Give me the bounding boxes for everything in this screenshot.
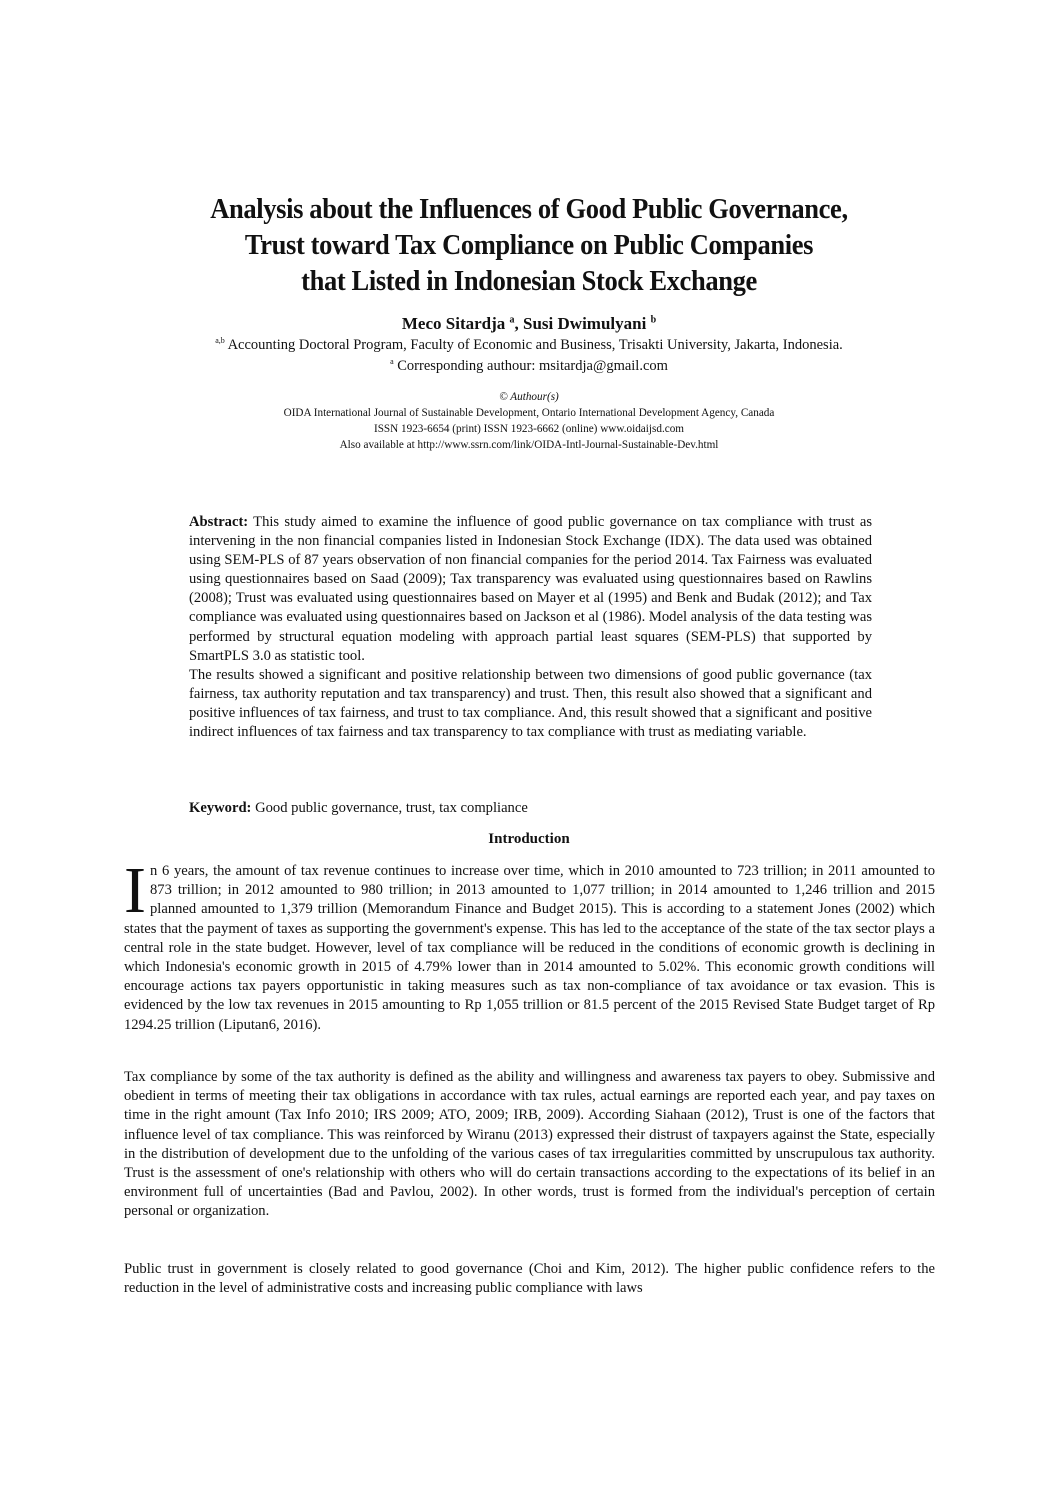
corresponding-mark: a <box>390 357 394 366</box>
title-line-3: that Listed in Indonesian Stock Exchange <box>301 266 757 297</box>
title-line-2: Trust toward Tax Compliance on Public Companies <box>244 230 814 261</box>
abstract-text-1: This study aimed to examine the influence of good public governance on tax compliance with trust as intervening in the non financial companies listed in Indonesian Stock Exchange (IDX). The data used was obtained using SEM-PLS of 87 years observation of non financial companies for the period 2014. Tax Fairness was evaluated using questionnaires based on Saad (2009); Tax transparency was evaluated using questionnaires based on Rawlins (2008); Trust was evaluated using questionnaires based on Mayer et al (1995) and Benk and Budak (2012); and Tax compliance was evaluated using questionnaires based on Jackson et al (1986). Model analysis of the data testing was performed by structural equation modeling with approach partial least squares (SEM-PLS) that supported by SmartPLS 3.0 as statistic tool. <box>189 514 872 664</box>
intro-text-2: Tax compliance by some of the tax authority is defined as the ability and willingness and awareness tax payers to obey. Submissive and obedient in terms of meeting their tax obligations in accordance with tax rules, actual earnings are reported each year, and pay taxes on time in the right amount (Tax Info 2010; IRS 2009; ATO, 2009; IRB, 2009). According Siahaan (2012), Trust is one of the factors that influence level of tax compliance. This was reinforced by Wiranu (2013) expressed their distrust of taxpayers against the State, especially in the distribution of development due to the unfolding of the various cases of tax irregularities committed by unscrupulous tax authority. Trust is the assessment of one's relationship with others who will do certain transactions according to the expectations of its belief in an environment full of uncertainties (Bad and Pavlou, 2002). In other words, trust is formed from the individual's perception of certain personal or organization. <box>124 1069 935 1220</box>
corresponding-author <box>0 357 1058 375</box>
intro-text-1: n 6 years, the amount of tax revenue continues to increase over time, which in 2010 amounted to 723 trillion; in 2011 amounted to 873 trillion; in 2012 amounted to 980 trillion; in 2013 amounted to 1,077 trillion; in 2014 amounted to 1,246 trillion and 2015 planned amounted to 1,379 trillion (Memorandum Finance and Budget 2015). This is according to a statement Jones (2002) which states that the payment of taxes as supporting the government's expense. This has led to the acceptance of the state of the tax sector plays a central role in the state budget. However, level of tax compliance will be reduced in the conditions of economic growth is declining in which Indonesia's economic growth in 2015 of 4.79% lower than in 2014 amounted to 5.02%. This economic growth conditions will encourage actions tax payers opportunistic in taking measures such as tax non-compliance of tax avoidance or tax evasion. This is evidenced by the low tax revenues in 2015 amounting to Rp 1,055 trillion or 81.5 percent of the 2015 Revised State Budget target of Rp 1294.25 trillion (Liputan6, 2016). <box>124 863 935 1033</box>
paper-title <box>130 192 928 300</box>
author-name: Susi Dwimulyani <box>523 314 647 333</box>
intro-paragraph-2 <box>124 1068 935 1222</box>
author-name: Meco Sitardja <box>401 314 506 333</box>
availability-line: Also available at http://www.ssrn.com/link/OIDA-Intl-Journal-Sustainable-Dev.html <box>339 439 719 451</box>
corresponding-text: Corresponding authour: msitardja@gmail.com <box>393 357 668 374</box>
abstract <box>189 513 872 742</box>
issn-line: ISSN 1923-6654 (print) ISSN 1923-6662 (online) www.oidaijsd.com <box>373 423 684 435</box>
journal-info <box>0 389 1058 453</box>
keyword-label: Keyword: <box>189 800 252 816</box>
abstract-label: Abstract: <box>189 514 249 530</box>
author-mark: a <box>509 314 515 326</box>
section-heading: Introduction <box>488 831 570 847</box>
keyword-text: Good public governance, trust, tax compliance <box>251 800 528 816</box>
copyright-line: © Authour(s) <box>499 391 559 403</box>
journal-line: OIDA International Journal of Sustainable Development, Ontario International Development Agency, Canada <box>283 407 775 419</box>
author-list <box>0 314 1058 334</box>
title-line-1: Analysis about the Influences of Good Public Governance, <box>210 194 848 225</box>
affiliation <box>0 336 1058 354</box>
keywords <box>189 800 528 817</box>
abstract-paragraph-1 <box>189 513 872 666</box>
abstract-paragraph-2: The results showed a significant and positive relationship between two dimensions of good public governance (tax fairness, tax authority reputation and tax transparency) and trust. Then, this result also showed that a significant and positive influences of tax fairness, and trust to tax compliance. And, this result showed that a significant and positive indirect influences of tax fairness and tax transparency to tax compliance with trust as mediating variable. <box>189 666 872 741</box>
affiliation-text: Accounting Doctoral Program, Faculty of Economic and Business, Trisakti University, Jakarta, Indonesia. <box>224 336 843 353</box>
intro-text-3: Public trust in government is closely related to good governance (Choi and Kim, 2012). The higher public confidence refers to the reduction in the level of administrative costs and increasing public compliance with laws <box>124 1261 935 1297</box>
intro-paragraph-3 <box>124 1260 935 1298</box>
intro-paragraph-1 <box>124 854 935 1035</box>
author-separator: , <box>514 314 524 333</box>
drop-cap: I <box>124 854 146 927</box>
affiliation-mark: a,b <box>215 336 225 345</box>
author-mark: b <box>650 314 657 326</box>
